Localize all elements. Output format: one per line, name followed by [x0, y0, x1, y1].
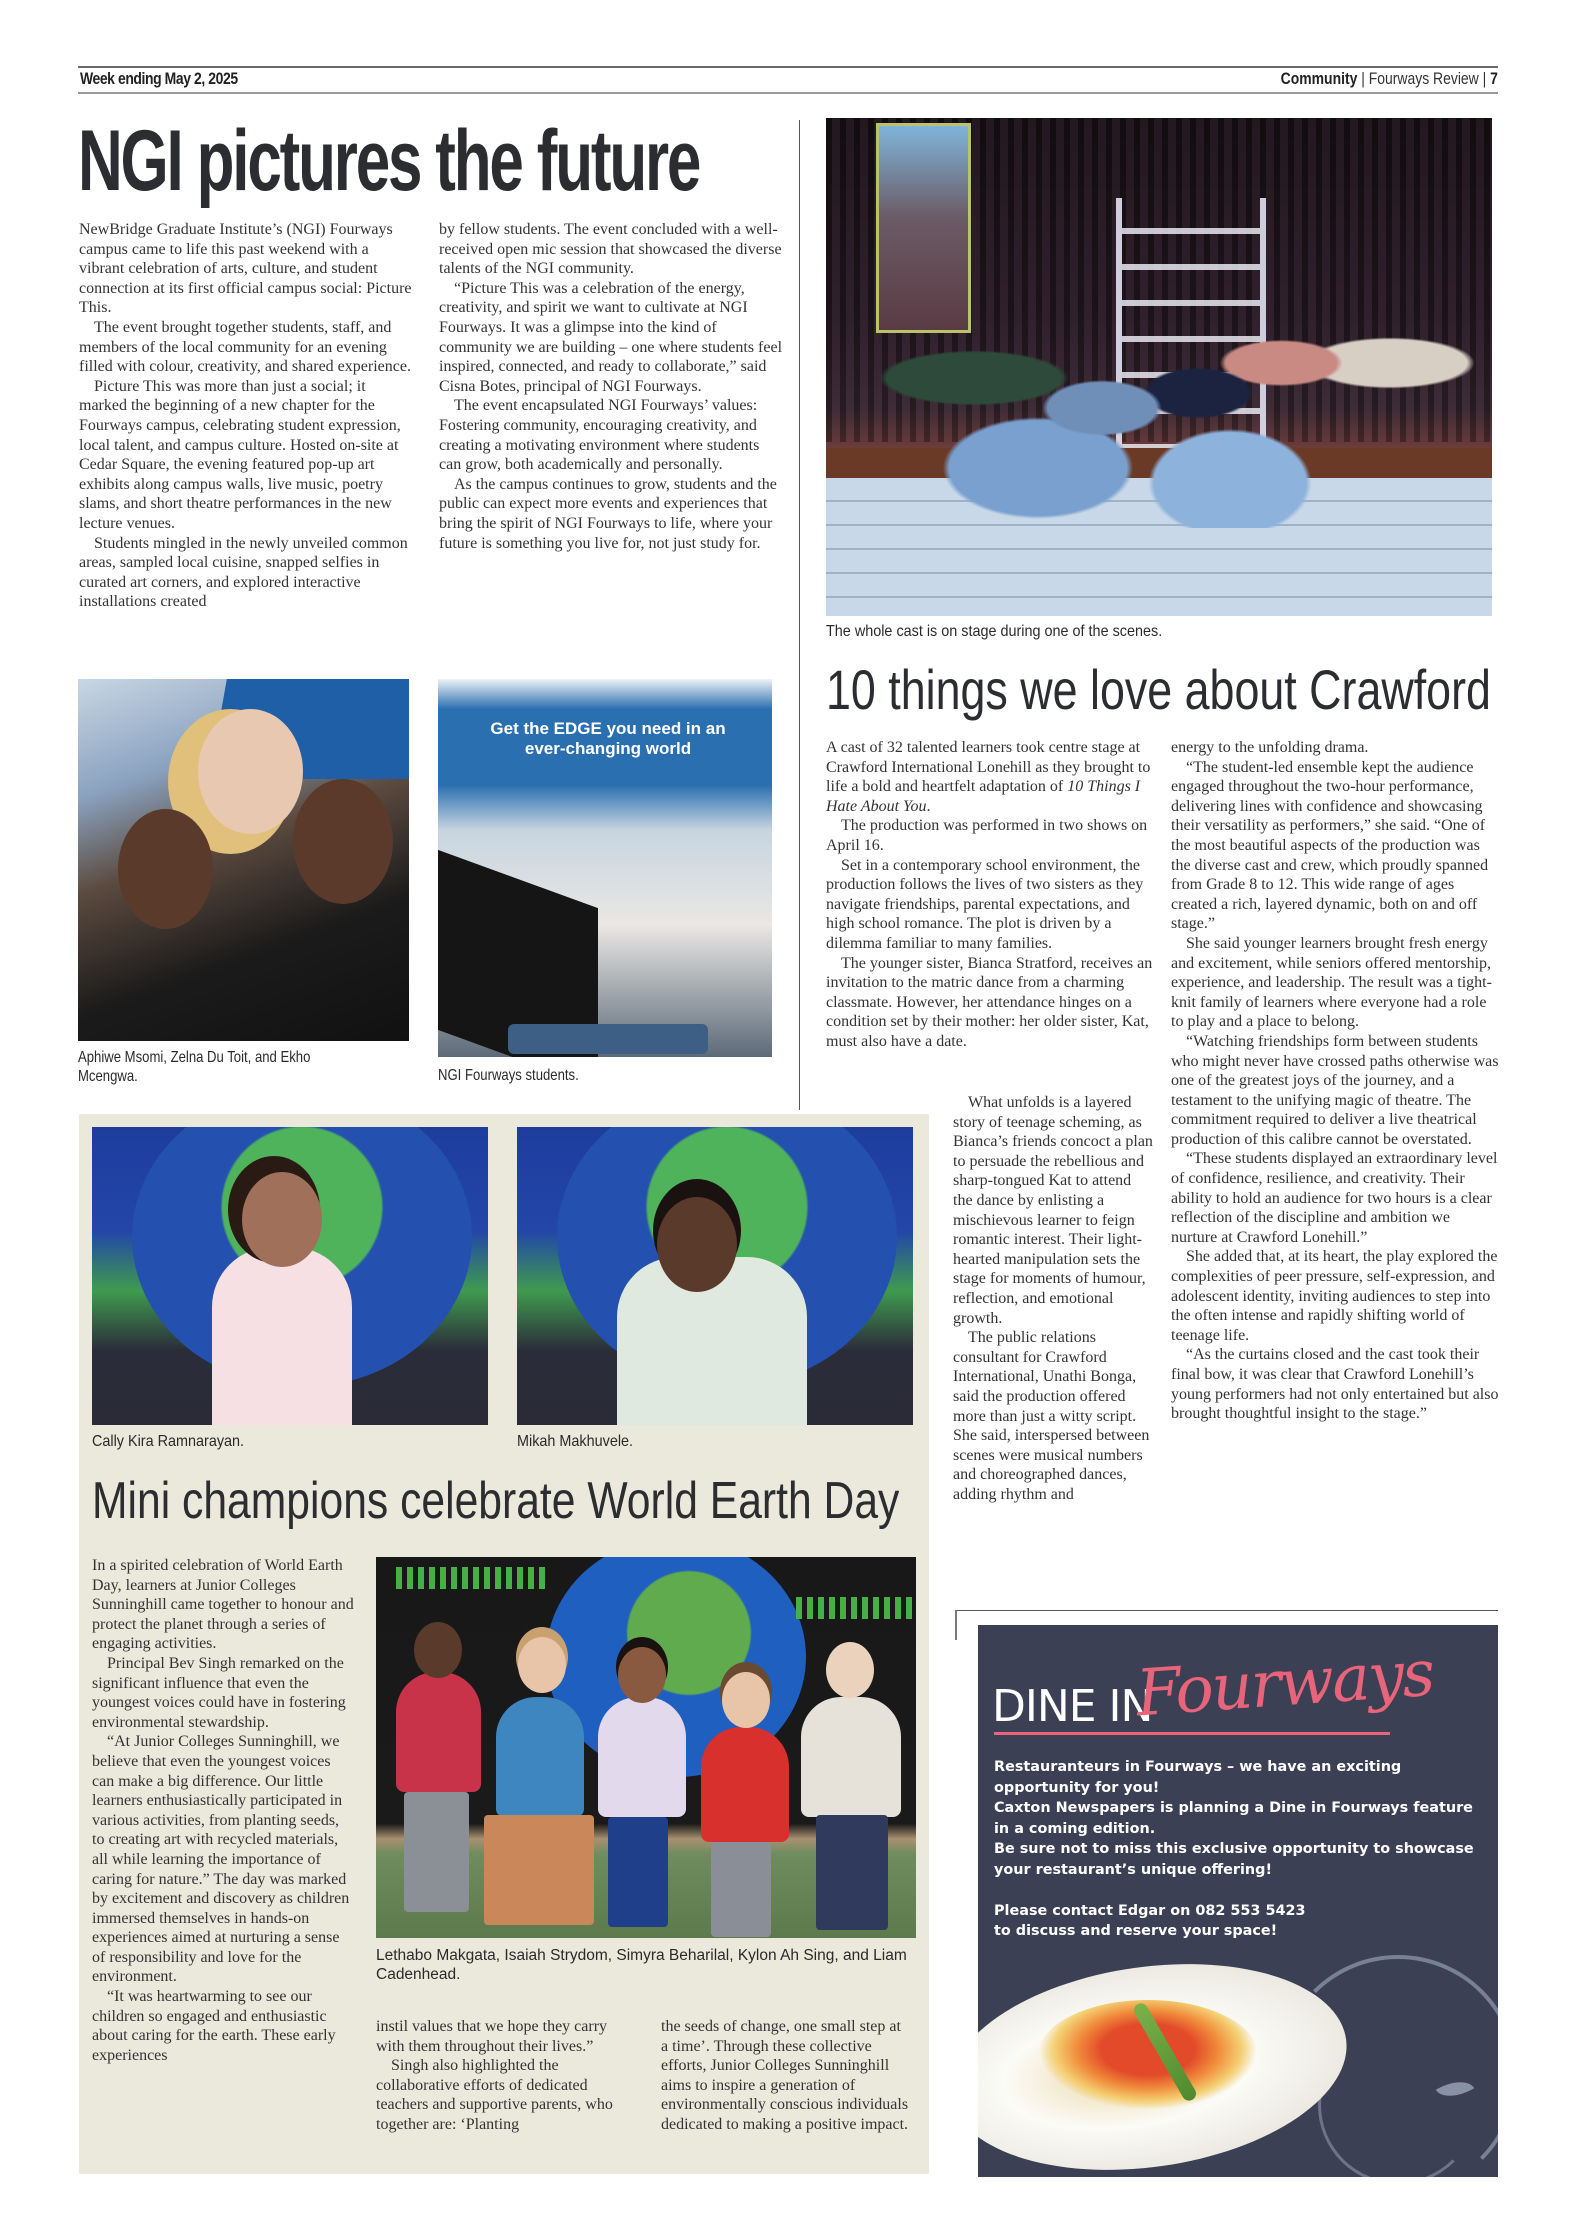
crawford-column-2: [1171, 738, 1499, 1424]
paragraph: “At Junior Colleges Sunninghill, we believe that even the youngest voices can make a big difference. Our little learners enthusiastically participated in various activities, from planting seeds, to creating art with recycled materials, all while learning the importance of caring for nature.” The day was marked by excitement and discovery as children immersed themselves in hands-on experiences aimed at nurturing a sense of responsibility and love for the environment.: [92, 1733, 350, 1986]
earthday-headline: Mini champions celebrate World Earth Day: [92, 1472, 900, 1530]
paragraph: As the campus continues to grow, students and the public can expect more events and experiences that bring the spirit of NGI Fourways to life, where your future is something you live for, not just study for.: [439, 475, 777, 552]
photo-cally-kira: [92, 1127, 488, 1425]
paragraph: She added that, at its heart, the play explored the complexities of peer pressure, self-expression, and adolescent identity, inviting audiences to step into the often intense and rapidly shifting world of teenage life.: [1171, 1248, 1498, 1344]
advert-frame-rule: [955, 1610, 1498, 1611]
issue-date: Week ending May 2, 2025: [80, 69, 238, 88]
page-number: 7: [1490, 69, 1498, 88]
dine-in-fourways-advert[interactable]: [978, 1625, 1498, 2177]
ngi-headline: NGI pictures the future: [78, 113, 700, 209]
paragraph: “As the curtains closed and the cast took their final bow, it was clear that Crawford Lonehill’s young performers had not only entertained but also brought thoughtful insight to the stage.”: [1171, 1346, 1499, 1423]
paragraph: “It was heartwarming to see our children so engaged and enthusiastic about caring for the earth. These early experiences: [92, 1988, 336, 2064]
advert-line: Restauranteurs in Fourways – we have an exciting opportunity for you!: [994, 1759, 1402, 1796]
advert-line: Caxton Newspapers is planning a Dine in Fourways feature in a coming edition.: [994, 1800, 1473, 1837]
paragraph: The public relations consultant for Crawford International, Unathi Bonga, said the production offered more than just a witty script. She said, interspersed between scenes were musical numbers and choreographed dances, adding rhythm and: [953, 1329, 1150, 1503]
photo-stage-cast: [826, 118, 1492, 616]
crawford-column-1b: [953, 1093, 1153, 1504]
photo-mikah: [517, 1127, 913, 1425]
advert-underline: [994, 1732, 1390, 1735]
photo-caption: Aphiwe Msomi, Zelna Du Toit, and Ekho Mcengwa.: [78, 1049, 311, 1085]
header-top-rule: [78, 66, 1498, 68]
ngi-column-2: [439, 220, 782, 553]
paragraph: Picture This was more than just a social; it marked the beginning of a new chapter for the Fourways campus, celebrating student expression, local talent, and campus culture. Hosted on-site at Cedar Square, the evening featured pop-up art exhibits along campus walls, live music, poetry slams, and short theatre performances in the new lecture venues.: [79, 377, 401, 532]
paragraph: “The student-led ensemble kept the audience engaged throughout the two-hour performance, delivering lines with confidence and showcasing their versatility as performers,” she said. “One of the most beautiful aspects of the production was the diverse cast and crew, which proudly spanned from Grade 8 to 12. This wide range of ages created a rich, layered dynamic, both on and off stage.”: [1171, 758, 1489, 933]
advert-line: Be sure not to miss this exclusive opportunity to showcase your restaurant’s unique offering!: [994, 1841, 1474, 1878]
crawford-headline: 10 things we love about Crawford: [826, 658, 1491, 721]
paragraph: Set in a contemporary school environment, the production follows the lives of two sisters as they navigate friendships, parental expectations, and high school romance. The plot is driven by a dilemma familiar to many families.: [826, 856, 1144, 952]
tent-banner-text: Get the EDGE you need in an ever-changing world: [490, 719, 726, 758]
advert-contact: Please contact Edgar on 082 553 5423: [994, 1902, 1306, 1919]
photo-caption: NGI Fourways students.: [438, 1067, 579, 1084]
paragraph: “Watching friendships form between students who might never have crossed paths otherwise was one of the greatest joys of the journey, and a testament to the unifying magic of theatre. The commitment required to deliver a live theatrical production of this calibre cannot be overstated.: [1171, 1032, 1499, 1148]
paragraph: Principal Bev Singh remarked on the significant influence that even the youngest voices could have in fostering environmental stewardship.: [92, 1654, 346, 1731]
advert-copy: [994, 1757, 1474, 1942]
separator: |: [1361, 69, 1365, 88]
paragraph: The younger sister, Bianca Stratford, receives an invitation to the matric dance from a charming classmate. However, her attendance hinges on a condition set by their mother: her older sister, Kat, must also have a date.: [826, 954, 1153, 1050]
advert-contact-2: to discuss and reserve your space!: [994, 1923, 1278, 1940]
paragraph: Singh also highlighted the collaborative efforts of dedicated teachers and supportive parents, who together are: ‘Planting: [376, 2057, 613, 2133]
play-title: 10 Things I Hate About You: [826, 778, 1141, 815]
earthday-column-2: [376, 2017, 626, 2135]
paragraph: NewBridge Graduate Institute’s (NGI) Fourways campus came to life this past weekend with a vibrant celebration of arts, culture, and student connection at its first official campus social: Picture This.: [79, 221, 412, 317]
advert-frame-rule: [955, 1610, 957, 1640]
photo-caption: Cally Kira Ramnarayan.: [92, 1433, 245, 1450]
paragraph: In a spirited celebration of World Earth Day, learners at Junior Colleges Sunninghill came together to honour and protect the planet through a series of engaging activities.: [92, 1557, 354, 1653]
advert-title-plain: DINE IN: [992, 1681, 1153, 1732]
paragraph: The event brought together students, staff, and members of the local community for an evening filled with colour, creativity, and shared experience.: [79, 318, 411, 376]
paragraph: The event encapsulated NGI Fourways’ values: Fostering community, encouraging creativity, and creating a motivating environment where students can grow, both academically and personally.: [439, 397, 760, 474]
earthday-column-3: [661, 2017, 911, 2135]
section-name: Community: [1280, 69, 1358, 88]
paragraph: A cast of 32 talented learners took centre stage at Crawford International Lonehill as they brought to life a bold and heartfelt adaptation of 10 Things I Hate About You.: [826, 739, 1151, 815]
crawford-column-1: [826, 738, 1156, 1052]
paragraph: “These students displayed an extraordinary level of confidence, resilience, and creativity. Their ability to hold an audience for two hours is a clear reflection of the discipline and ambition we nurture at Crawford Lonehill.”: [1171, 1150, 1498, 1246]
paragraph: instil values that we hope they carry with them throughout their lives.”: [376, 2018, 608, 2055]
photo-caption: The whole cast is on stage during one of the scenes.: [826, 623, 1163, 640]
paragraph: What unfolds is a layered story of teenage scheming, as Bianca’s friends concoct a plan to persuade the rebellious and sharp-tongued Kat to attend the dance by enlisting a mischievous learner to feign romantic interest. Their light-hearted manipulation sets the stage for moments of humour, reflection, and emotional growth.: [953, 1094, 1153, 1327]
paragraph: the seeds of change, one small step at a time’. Through these collective efforts, Junior Colleges Sunninghill aims to inspire a generation of environmentally conscious individuals dedicated to making a positive impact.: [661, 2018, 909, 2133]
photo-group-children: [376, 1557, 916, 1938]
photo-caption: Lethabo Makgata, Isaiah Strydom, Simyra Beharilal, Kylon Ah Sing, and Liam Cadenhead.: [376, 1947, 907, 1983]
paragraph: The production was performed in two shows on April 16.: [826, 817, 1148, 854]
advert-title-script: Fourways: [1133, 1636, 1436, 1732]
paragraph: energy to the unfolding drama.: [1171, 739, 1369, 756]
paragraph: She said younger learners brought fresh energy and excitement, while seniors offered mentorship, experience, and leadership. The result was a tight-knit family of learners where everyone had a role to play and a place to belong.: [1171, 934, 1492, 1031]
paragraph: by fellow students. The event concluded with a well-received open mic session that showcased the diverse talents of the NGI community.: [439, 221, 782, 278]
paragraph: “Picture This was a celebration of the energy, creativity, and spirit we want to cultivate at NGI Fourways. It was a glimpse into the kind of community we are building – one where students feel inspired, connected, and ready to collaborate,” said Cisna Botes, principal of NGI Fourways.: [439, 279, 783, 395]
earthday-column-1: [92, 1556, 354, 2065]
publication-name: Fourways Review: [1368, 69, 1479, 88]
column-divider: [799, 120, 800, 1110]
header-bottom-rule: [78, 92, 1498, 94]
photo-three-women-selfie: [78, 679, 409, 1041]
ngi-column-1: [79, 220, 414, 612]
photo-ngi-students: [438, 679, 772, 1057]
paragraph: Students mingled in the newly unveiled common areas, sampled local cuisine, snapped selfies in curated art corners, and explored interactive installations created: [79, 534, 408, 611]
photo-caption: Mikah Makhuvele.: [517, 1433, 634, 1450]
separator: |: [1482, 69, 1487, 88]
section-folio: [1281, 69, 1498, 89]
